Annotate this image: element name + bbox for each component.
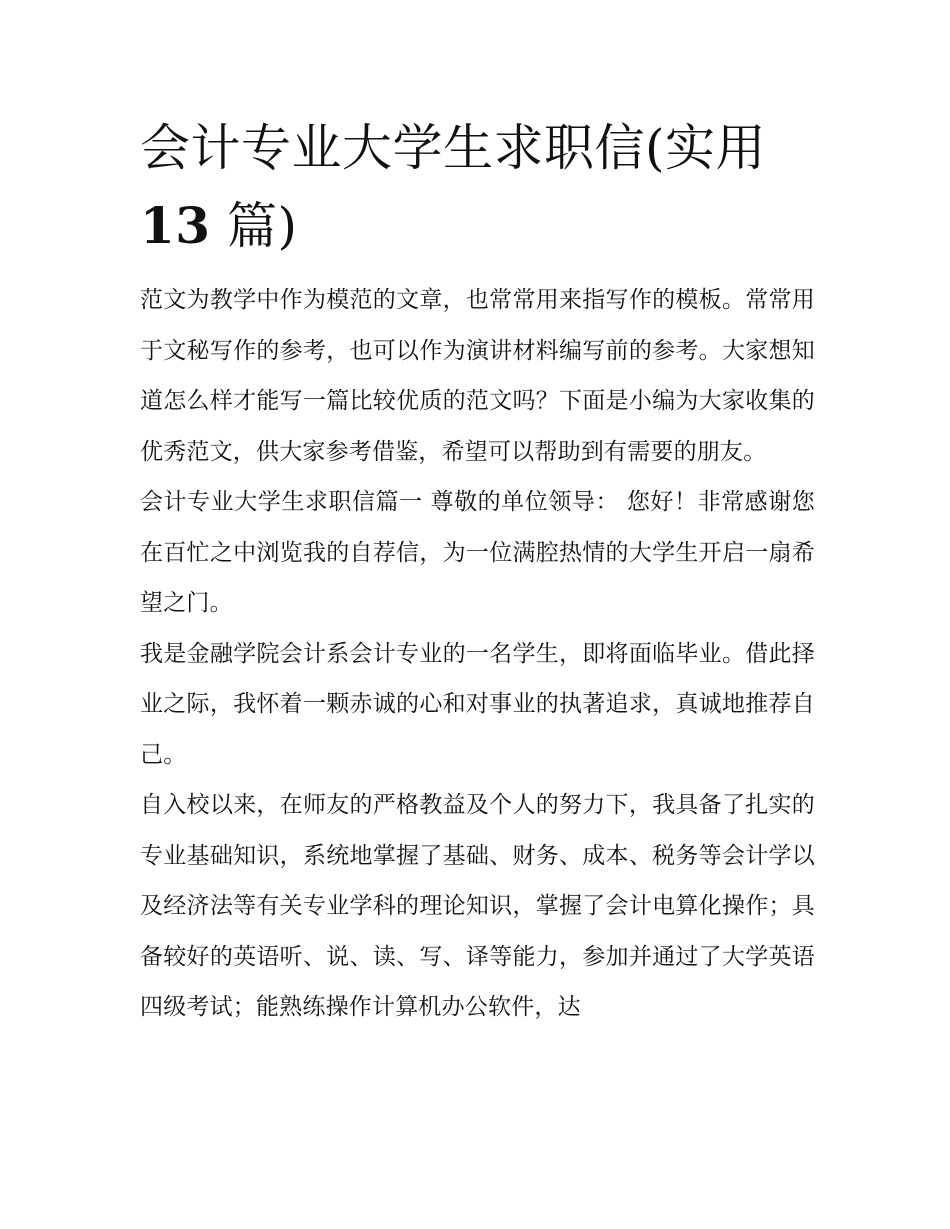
paragraph-intro: 范文为教学中作为模范的文章，也常常用来指写作的模板。常常用于文秘写作的参考，也可以作为演讲材料编写前的参考。大家想知道怎么样才能写一篇比较优质的范文吗？下面是小编为大家收集的优秀范文，供大家参考借鉴，希望可以帮助到有需要的朋友。 — [140, 287, 815, 465]
title-line-2: 篇) — [227, 197, 298, 255]
title-number: 13 — [140, 196, 211, 255]
paragraph-greeting: 会计专业大学生求职信篇一 尊敬的单位领导： 您好！非常感谢您在百忙之中浏览我的自荐信，为一位满腔热情的大学生开启一扇希望之门。 — [140, 489, 815, 616]
document-page — [140, 110, 815, 1033]
document-title — [140, 110, 815, 265]
title-line-1: 会计专业大学生求职信(实用 — [140, 119, 767, 177]
paragraph-skills: 自入校以来，在师友的严格教益及个人的努力下，我具备了扎实的专业基础知识，系统地掌握了基础、财务、成本、税务等会计学以及经济法等有关专业学科的理论知识，掌握了会计电算化操作；具备较好的英语听、说、读、写、译等能力，参加并通过了大学英语四级考试；能熟练操作计算机办公软件，达 — [140, 792, 815, 1020]
paragraph-self-intro: 我是金融学院会计系会计专业的一名学生，即将面临毕业。借此择业之际，我怀着一颗赤诚的心和对事业的执著追求，真诚地推荐自己。 — [140, 640, 815, 768]
